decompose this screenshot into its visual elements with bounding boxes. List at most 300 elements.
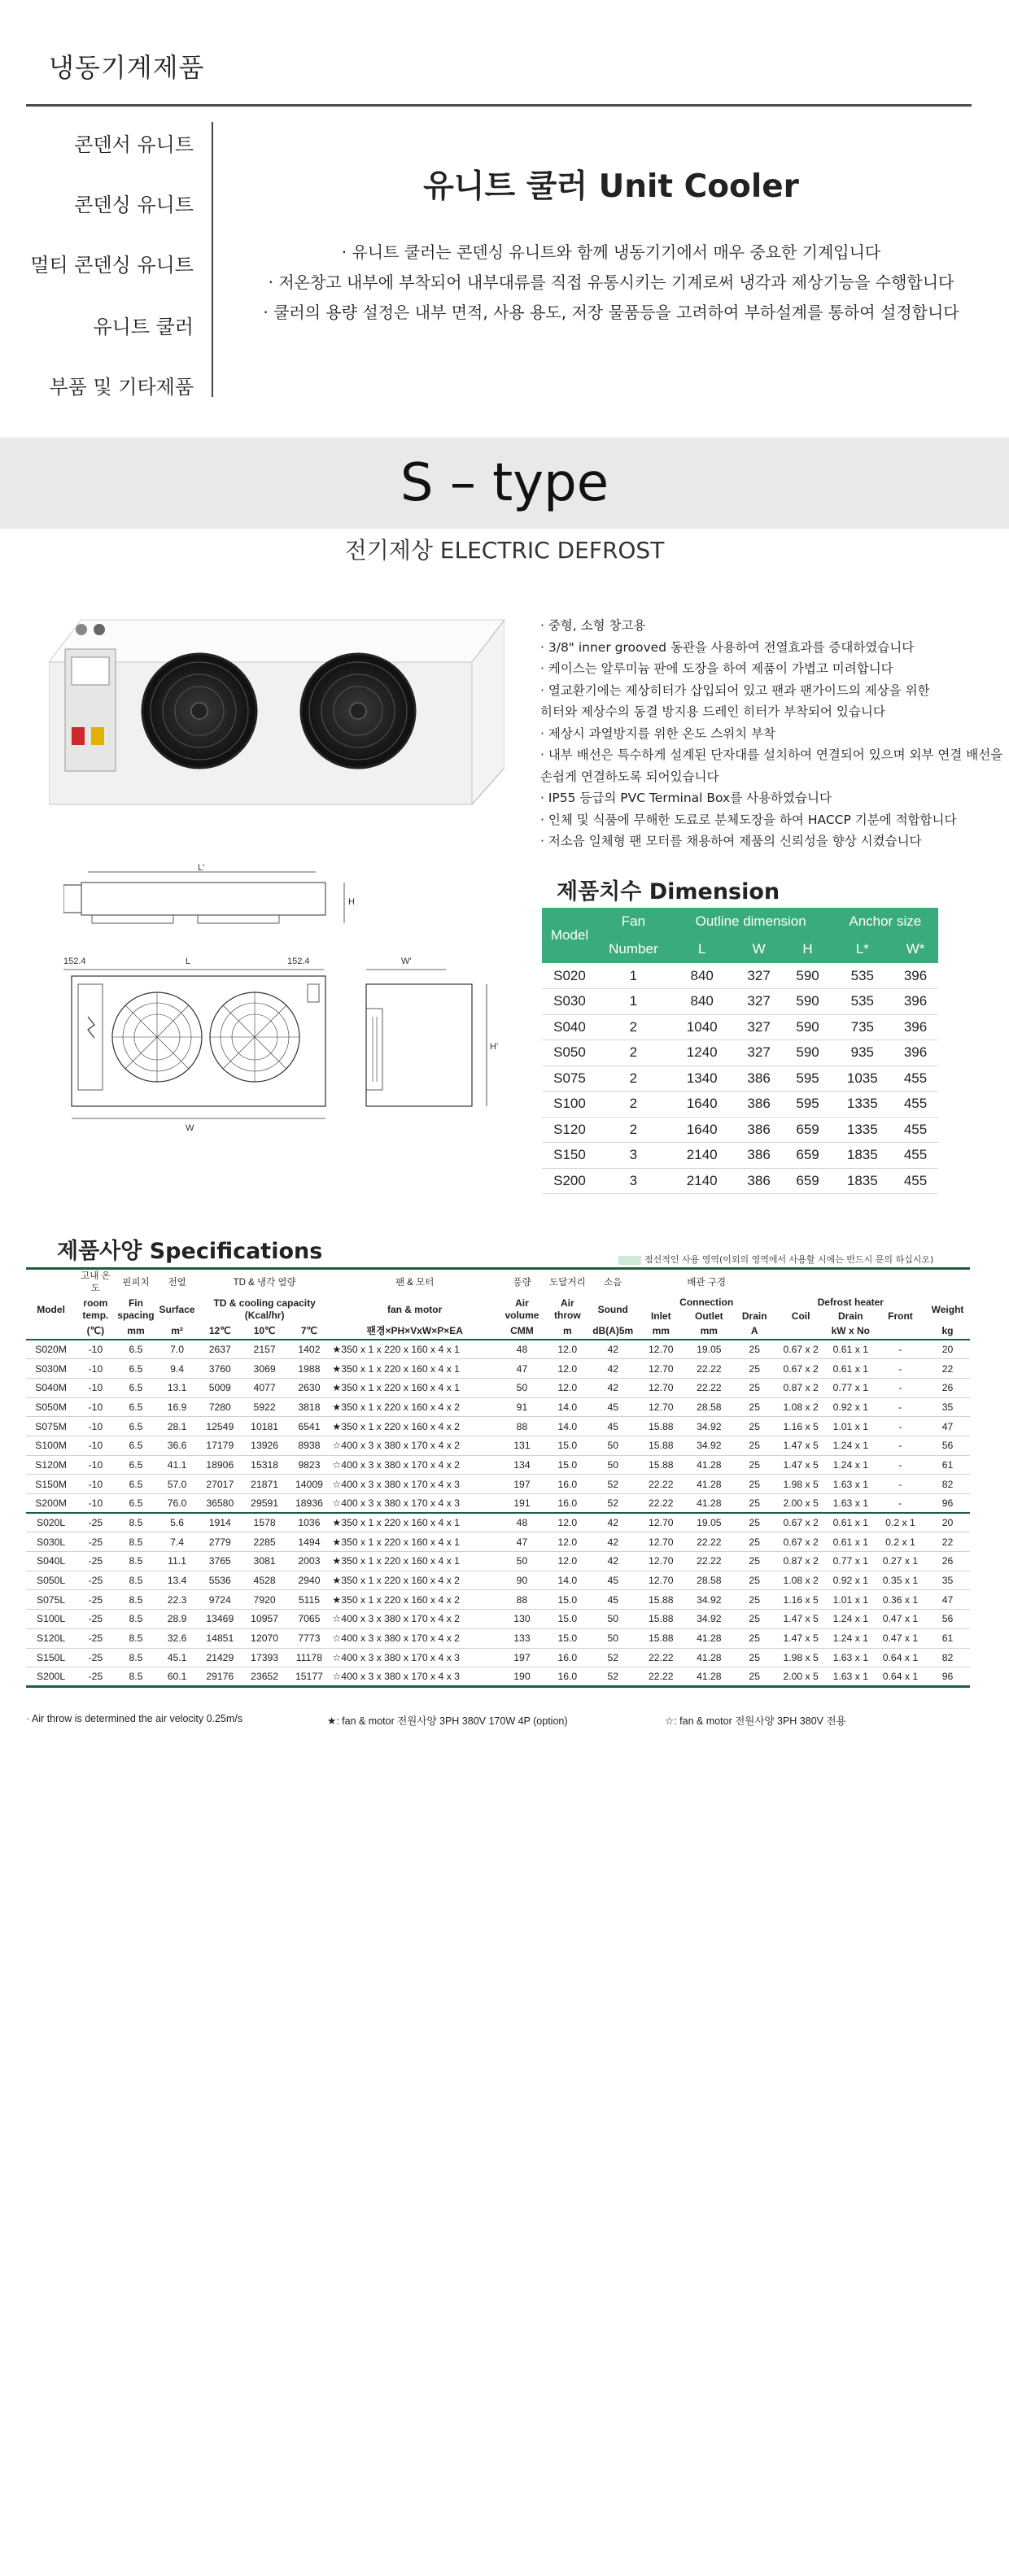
table-cell: -25 — [76, 1552, 116, 1571]
table-cell: S075 — [542, 1066, 597, 1092]
table-cell: 25 — [733, 1513, 776, 1532]
table-cell: ★350 x 1 x 220 x 160 x 4 x 1 — [331, 1513, 498, 1532]
table-cell: 3 — [597, 1143, 670, 1169]
spec-header-outlet: Outlet — [694, 1310, 723, 1322]
table-row — [26, 1590, 970, 1610]
dimension-table-body — [542, 963, 938, 1194]
table-cell: 15.0 — [546, 1628, 589, 1648]
table-cell: S120M — [26, 1455, 76, 1475]
table-row — [26, 1552, 970, 1571]
table-cell: 20 — [925, 1513, 970, 1532]
table-cell: - — [876, 1436, 925, 1455]
spec-unit-td12: 12℃ — [198, 1323, 242, 1340]
table-cell: 6.5 — [116, 1417, 157, 1436]
table-cell: 42 — [589, 1532, 637, 1552]
table-cell: 52 — [589, 1494, 637, 1514]
spec-header-weight: Weight — [931, 1303, 964, 1315]
sidebar-item-unit-cooler[interactable]: 유니트 쿨러 — [93, 316, 194, 338]
table-cell: ★350 x 1 x 220 x 160 x 4 x 1 — [331, 1340, 498, 1359]
table-cell: S020M — [26, 1340, 76, 1359]
table-cell: 88 — [498, 1417, 546, 1436]
table-cell: 50 — [498, 1378, 546, 1397]
table-cell: 133 — [498, 1628, 546, 1648]
table-cell: 50 — [589, 1436, 637, 1455]
spec-unit-volume: CMM — [498, 1323, 546, 1340]
table-cell: 6.5 — [116, 1436, 157, 1455]
table-cell: 595 — [784, 1092, 832, 1118]
intro-title: 유니트 쿨러 Unit Cooler — [423, 168, 799, 205]
table-cell: - — [876, 1340, 925, 1359]
table-cell: - — [876, 1417, 925, 1436]
table-cell: 2637 — [198, 1340, 242, 1359]
table-cell: 25 — [733, 1628, 776, 1648]
table-cell: 47 — [498, 1532, 546, 1552]
table-cell: 12.0 — [546, 1378, 589, 1397]
table-cell: 2.00 x 5 — [776, 1667, 826, 1687]
table-cell: ☆400 x 3 x 380 x 170 x 4 x 3 — [331, 1667, 498, 1687]
table-row — [26, 1359, 970, 1379]
table-cell: 0.67 x 2 — [776, 1513, 826, 1532]
table-cell: 25 — [733, 1552, 776, 1571]
table-cell: 22.22 — [685, 1359, 733, 1379]
table-cell: 386 — [735, 1143, 784, 1169]
table-cell: 3 — [597, 1168, 670, 1194]
table-cell: 7773 — [287, 1628, 332, 1648]
table-cell: S040L — [26, 1552, 76, 1571]
table-row — [26, 1475, 970, 1494]
table-cell: 8.5 — [116, 1571, 157, 1590]
table-row — [542, 1066, 938, 1092]
drawing-fan-1-icon — [112, 992, 202, 1082]
table-cell: 57.0 — [156, 1475, 198, 1494]
table-cell: 41.28 — [685, 1455, 733, 1475]
table-cell: 2285 — [242, 1532, 287, 1552]
table-cell: 1640 — [670, 1092, 735, 1118]
table-cell: 61 — [925, 1455, 970, 1475]
table-cell: ★350 x 1 x 220 x 160 x 4 x 1 — [331, 1378, 498, 1397]
spec-header-fan: fan & motor — [387, 1303, 443, 1315]
table-cell: 2 — [597, 1040, 670, 1066]
spec-header-sound: Sound — [597, 1303, 628, 1315]
feature-item: · 제상시 과열방지를 위한 온도 스위치 부착 — [540, 726, 776, 741]
table-cell: 0.92 x 1 — [826, 1571, 876, 1590]
table-cell: 10957 — [242, 1610, 287, 1629]
spec-legend — [618, 1253, 933, 1266]
feature-item: · 중형, 소형 창고용 — [540, 618, 646, 633]
table-cell: ★350 x 1 x 220 x 160 x 4 x 2 — [331, 1571, 498, 1590]
table-row — [26, 1340, 970, 1359]
sidebar-item-condensing-unit[interactable]: 콘덴싱 유니트 — [74, 194, 194, 216]
spec-header-throw: Air throw — [554, 1297, 581, 1321]
table-cell: ☆400 x 3 x 380 x 170 x 4 x 2 — [331, 1436, 498, 1455]
drawing-label: L — [186, 957, 191, 966]
spec-header-model: Model — [37, 1303, 65, 1315]
table-cell: 52 — [589, 1475, 637, 1494]
table-cell: 327 — [735, 989, 784, 1015]
table-cell: 15.88 — [637, 1436, 685, 1455]
table-cell: 0.47 x 1 — [876, 1610, 925, 1629]
spec-header-connection: Connection — [679, 1297, 734, 1308]
table-cell: -10 — [76, 1417, 116, 1436]
table-cell: 134 — [498, 1455, 546, 1475]
table-cell: S040 — [542, 1014, 597, 1040]
table-cell: 0.92 x 1 — [826, 1397, 876, 1417]
table-cell: 535 — [832, 963, 893, 989]
table-cell: S030 — [542, 989, 597, 1015]
table-cell: 2940 — [287, 1571, 332, 1590]
table-cell: 0.64 x 1 — [876, 1667, 925, 1687]
table-row — [26, 1397, 970, 1417]
table-cell: 8938 — [287, 1436, 332, 1455]
spec-kor-blank — [776, 1269, 970, 1297]
table-cell: 56 — [925, 1610, 970, 1629]
sidebar-item-multi-condensing-unit[interactable]: 멀티 콘덴싱 유니트 — [30, 254, 194, 277]
table-cell: 2 — [597, 1066, 670, 1092]
table-cell: 41.28 — [685, 1494, 733, 1514]
dim-header-anchor: Anchor size — [832, 908, 938, 935]
spec-header-drain: Drain — [741, 1310, 767, 1322]
spec-header-inlet: Inlet — [650, 1310, 671, 1322]
table-cell: ★350 x 1 x 220 x 160 x 4 x 1 — [331, 1532, 498, 1552]
table-cell: 60.1 — [156, 1667, 198, 1687]
table-cell: 2 — [597, 1117, 670, 1143]
table-cell: 6.5 — [116, 1397, 157, 1417]
table-cell: 1835 — [832, 1143, 893, 1169]
table-cell: 327 — [735, 1040, 784, 1066]
table-cell: 1240 — [670, 1040, 735, 1066]
dim-header-outline: Outline dimension — [670, 908, 832, 935]
table-cell: 18936 — [287, 1494, 332, 1514]
footnote-fan-standard: ☆: fan & motor 전원사양 3PH 380V 전용 — [665, 1715, 846, 1727]
table-cell: S200L — [26, 1667, 76, 1687]
table-cell: 21871 — [242, 1475, 287, 1494]
table-cell: 590 — [784, 989, 832, 1015]
table-cell: 327 — [735, 963, 784, 989]
table-cell: 25 — [733, 1340, 776, 1359]
table-cell: 45 — [589, 1397, 637, 1417]
table-cell: 0.36 x 1 — [876, 1590, 925, 1610]
table-cell: 15.88 — [637, 1610, 685, 1629]
spec-header-surface: Surface — [159, 1303, 195, 1315]
table-cell: 50 — [589, 1610, 637, 1629]
table-cell: 7280 — [198, 1397, 242, 1417]
unit-cooler-product-image — [49, 605, 504, 818]
table-cell: 0.61 x 1 — [826, 1340, 876, 1359]
intro-bullet: · 유니트 쿨러는 콘덴싱 유니트와 함께 냉동기기에서 매우 중요한 기계입니다 — [341, 242, 881, 262]
spec-header-fin: Fin spacing — [117, 1297, 155, 1321]
table-cell: 1.16 x 5 — [776, 1590, 826, 1610]
dim-header-model: Model — [542, 908, 597, 963]
table-cell: 1.47 x 5 — [776, 1610, 826, 1629]
table-cell: 12.0 — [546, 1532, 589, 1552]
table-cell: 52 — [589, 1667, 637, 1687]
intro-bullet: · 쿨러의 용량 설정은 내부 면적, 사용 용도, 저장 물품등을 고려하여 부하설계를 통하여 설정합니다 — [263, 303, 959, 322]
table-cell: 45 — [589, 1417, 637, 1436]
feature-item: · 케이스는 알루미늄 판에 도장을 하여 제품이 가볍고 미려합니다 — [540, 661, 893, 676]
table-cell: ☆400 x 3 x 380 x 170 x 4 x 3 — [331, 1475, 498, 1494]
table-cell: 12549 — [198, 1417, 242, 1436]
table-cell: 0.61 x 1 — [826, 1532, 876, 1552]
table-cell: 12.0 — [546, 1359, 589, 1379]
table-cell: 15.88 — [637, 1455, 685, 1475]
table-cell: ☆400 x 3 x 380 x 170 x 4 x 3 — [331, 1648, 498, 1667]
spec-kor-volume: 풍량 — [513, 1277, 531, 1288]
table-cell: 1.47 x 5 — [776, 1436, 826, 1455]
table-cell: 82 — [925, 1475, 970, 1494]
table-cell: 1402 — [287, 1340, 332, 1359]
table-cell: 15.0 — [546, 1590, 589, 1610]
table-cell: ★350 x 1 x 220 x 160 x 4 x 2 — [331, 1397, 498, 1417]
table-cell: ★350 x 1 x 220 x 160 x 4 x 1 — [331, 1552, 498, 1571]
spec-kor-temp: 고내 온도 — [81, 1271, 111, 1293]
table-cell: S100M — [26, 1436, 76, 1455]
table-cell: 5009 — [198, 1378, 242, 1397]
table-row — [26, 1455, 970, 1475]
drawing-label: W — [186, 1123, 194, 1133]
spec-unit-td10: 10℃ — [242, 1323, 287, 1340]
feature-item: · 내부 배선은 특수하게 설계된 단자대를 설치하여 연결되어 있으며 외부 연결 배선을 — [540, 748, 1003, 762]
table-cell: 25 — [733, 1359, 776, 1379]
table-cell: S200M — [26, 1494, 76, 1514]
table-cell: 8.5 — [116, 1513, 157, 1532]
table-cell: 15318 — [242, 1455, 287, 1475]
table-cell: 32.6 — [156, 1628, 198, 1648]
spec-kor-td: TD & 냉각 열량 — [233, 1277, 296, 1288]
table-cell: 197 — [498, 1475, 546, 1494]
table-cell: ☆400 x 3 x 380 x 170 x 4 x 2 — [331, 1455, 498, 1475]
table-row — [542, 1143, 938, 1169]
table-cell: 9.4 — [156, 1359, 198, 1379]
intro-bullets — [213, 238, 1009, 328]
table-cell: 8.5 — [116, 1648, 157, 1667]
spec-unit-td7: 7℃ — [287, 1323, 332, 1340]
table-cell: 16.0 — [546, 1667, 589, 1687]
table-cell: 25 — [733, 1667, 776, 1687]
table-cell: 8.5 — [116, 1590, 157, 1610]
table-cell: 14851 — [198, 1628, 242, 1648]
feature-item: 손쉽게 연결하도록 되어있습니다 — [540, 769, 719, 784]
table-cell: 0.61 x 1 — [826, 1359, 876, 1379]
dim-header-w: W — [735, 935, 784, 963]
dim-header-l: L — [670, 935, 735, 963]
table-cell: 12.70 — [637, 1340, 685, 1359]
table-cell: 455 — [893, 1066, 938, 1092]
table-cell: 6.5 — [116, 1378, 157, 1397]
table-cell: 22.22 — [685, 1552, 733, 1571]
table-cell: 41.28 — [685, 1667, 733, 1687]
table-cell: 34.92 — [685, 1610, 733, 1629]
table-cell: 15.88 — [637, 1417, 685, 1436]
table-row — [26, 1417, 970, 1436]
table-cell: 61 — [925, 1628, 970, 1648]
table-row — [26, 1610, 970, 1629]
table-row — [26, 1667, 970, 1687]
table-cell: 1.98 x 5 — [776, 1475, 826, 1494]
feature-item: · 인체 및 식품에 무해한 도료로 분체도장을 하여 HACCP 기분에 적합합니다 — [540, 812, 957, 827]
table-cell: 1.01 x 1 — [826, 1417, 876, 1436]
drawing-label: 152.4 — [287, 957, 310, 966]
spec-unit-temp: (℃) — [76, 1323, 116, 1340]
table-cell: ☆400 x 3 x 380 x 170 x 4 x 2 — [331, 1628, 498, 1648]
table-cell: 1.24 x 1 — [826, 1610, 876, 1629]
table-cell: 1335 — [832, 1092, 893, 1118]
table-cell: 23652 — [242, 1667, 287, 1687]
table-cell: 455 — [893, 1168, 938, 1194]
table-cell: 1.24 x 1 — [826, 1628, 876, 1648]
table-cell: S150 — [542, 1143, 597, 1169]
table-cell: 4528 — [242, 1571, 287, 1590]
table-cell: 48 — [498, 1513, 546, 1532]
table-cell: 12.70 — [637, 1397, 685, 1417]
dim-header-l-anchor: L* — [832, 935, 893, 963]
spec-header-td: TD & cooling capacity (Kcal/hr) — [213, 1297, 316, 1321]
table-cell: 386 — [735, 1092, 784, 1118]
table-cell: 22.3 — [156, 1590, 198, 1610]
table-cell: 1036 — [287, 1513, 332, 1532]
table-cell: 6.5 — [116, 1455, 157, 1475]
table-cell: 0.61 x 1 — [826, 1513, 876, 1532]
spec-unit-inlet: mm — [637, 1323, 685, 1340]
table-cell: 41.28 — [685, 1648, 733, 1667]
dim-header-fan-number: Number — [597, 935, 670, 963]
table-cell: -10 — [76, 1397, 116, 1417]
table-cell: 0.77 x 1 — [826, 1552, 876, 1571]
table-cell: 197 — [498, 1648, 546, 1667]
table-cell: 88 — [498, 1590, 546, 1610]
table-cell: 25 — [733, 1532, 776, 1552]
feature-item: · IP55 등급의 PVC Terminal Box를 사용하였습니다 — [540, 791, 832, 805]
table-cell: 22 — [925, 1359, 970, 1379]
table-cell: 42 — [589, 1552, 637, 1571]
table-cell: 8.5 — [116, 1628, 157, 1648]
table-cell: 28.1 — [156, 1417, 198, 1436]
fan-2-icon — [301, 654, 415, 768]
table-cell: 28.58 — [685, 1397, 733, 1417]
table-row — [542, 963, 938, 989]
table-cell: 6.5 — [116, 1359, 157, 1379]
intro-bullet: · 저온창고 내부에 부착되어 내부대류를 직접 유통시키는 기계로써 냉각과 제상기능을 수행합니다 — [268, 272, 954, 292]
table-cell: 6541 — [287, 1417, 332, 1436]
table-cell: 396 — [893, 989, 938, 1015]
table-cell: 42 — [589, 1340, 637, 1359]
table-cell: 22.22 — [637, 1648, 685, 1667]
table-cell: 1 — [597, 963, 670, 989]
table-cell: 8.5 — [116, 1667, 157, 1687]
table-cell: 455 — [893, 1092, 938, 1118]
table-cell: 16.0 — [546, 1475, 589, 1494]
dimension-heading: 제품치수 Dimension — [557, 879, 780, 904]
table-cell: 13.4 — [156, 1571, 198, 1590]
table-cell: 590 — [784, 1040, 832, 1066]
table-cell: 1.08 x 2 — [776, 1397, 826, 1417]
table-row — [26, 1532, 970, 1552]
table-cell: 0.47 x 1 — [876, 1628, 925, 1648]
type-band — [0, 438, 1009, 529]
table-cell: 0.64 x 1 — [876, 1648, 925, 1667]
table-cell: 52 — [589, 1648, 637, 1667]
table-cell: -25 — [76, 1532, 116, 1552]
table-cell: 82 — [925, 1648, 970, 1667]
table-cell: 15.88 — [637, 1628, 685, 1648]
spec-header-coil: Coil — [791, 1310, 810, 1322]
table-cell: 1640 — [670, 1117, 735, 1143]
table-cell: 1340 — [670, 1066, 735, 1092]
table-cell: 45 — [589, 1590, 637, 1610]
table-cell: 25 — [733, 1397, 776, 1417]
table-cell: 13926 — [242, 1436, 287, 1455]
table-cell: 8.5 — [116, 1610, 157, 1629]
table-cell: S075L — [26, 1590, 76, 1610]
table-cell: 3765 — [198, 1552, 242, 1571]
fan-1-icon — [142, 654, 256, 768]
table-cell: S030M — [26, 1359, 76, 1379]
table-cell: 15.0 — [546, 1455, 589, 1475]
table-cell: 5.6 — [156, 1513, 198, 1532]
table-cell: 25 — [733, 1571, 776, 1590]
spec-kor-surface: 전열 — [168, 1277, 186, 1288]
table-cell: 47 — [498, 1359, 546, 1379]
table-cell: 1035 — [832, 1066, 893, 1092]
table-cell: 1.24 x 1 — [826, 1436, 876, 1455]
table-cell: 42 — [589, 1378, 637, 1397]
sidebar-item-parts-etc[interactable]: 부품 및 기타제품 — [49, 376, 194, 399]
table-cell: -10 — [76, 1359, 116, 1379]
table-cell: 56 — [925, 1436, 970, 1455]
spec-heading: 제품사양 Specifications — [57, 1239, 323, 1264]
table-cell: 17179 — [198, 1436, 242, 1455]
table-cell: 659 — [784, 1117, 832, 1143]
spec-unit-fin: mm — [116, 1323, 157, 1340]
table-cell: 327 — [735, 1014, 784, 1040]
table-cell: 1578 — [242, 1513, 287, 1532]
sidebar-nav — [0, 122, 213, 397]
table-cell: 14.0 — [546, 1397, 589, 1417]
table-cell: 3818 — [287, 1397, 332, 1417]
spec-unit-defrost: kW x No — [776, 1323, 925, 1340]
table-cell: 1914 — [198, 1513, 242, 1532]
table-cell: -25 — [76, 1571, 116, 1590]
drawing-label: H — [348, 897, 355, 907]
table-cell: 2157 — [242, 1340, 287, 1359]
table-cell: - — [876, 1378, 925, 1397]
table-cell: S120L — [26, 1628, 76, 1648]
table-cell: S150L — [26, 1648, 76, 1667]
table-cell: -25 — [76, 1628, 116, 1648]
spec-kor-fan: 팬 & 모터 — [395, 1277, 435, 1288]
table-cell: 34.92 — [685, 1590, 733, 1610]
table-cell: ☆400 x 3 x 380 x 170 x 4 x 2 — [331, 1610, 498, 1629]
table-cell: 42 — [589, 1359, 637, 1379]
table-row — [26, 1628, 970, 1648]
table-cell: 48 — [498, 1340, 546, 1359]
table-cell: S100L — [26, 1610, 76, 1629]
table-cell: 0.67 x 2 — [776, 1340, 826, 1359]
table-cell: 29591 — [242, 1494, 287, 1514]
table-cell: 22.22 — [685, 1532, 733, 1552]
table-cell: 1.63 x 1 — [826, 1475, 876, 1494]
table-cell: 34.92 — [685, 1417, 733, 1436]
feature-item: · 열교환기에는 제상히터가 삽입되어 있고 팬과 팬가이드의 제상을 위한 — [540, 682, 930, 698]
table-cell: 2.00 x 5 — [776, 1494, 826, 1514]
table-cell: 3081 — [242, 1552, 287, 1571]
table-row — [26, 1648, 970, 1667]
table-cell: 15.0 — [546, 1610, 589, 1629]
table-cell: 1 — [597, 989, 670, 1015]
table-cell: 12.0 — [546, 1340, 589, 1359]
sidebar-item-condenser-unit[interactable]: 콘덴서 유니트 — [74, 133, 194, 156]
spec-kor-throw: 도달거리 — [549, 1277, 586, 1288]
table-cell: 1835 — [832, 1168, 893, 1194]
